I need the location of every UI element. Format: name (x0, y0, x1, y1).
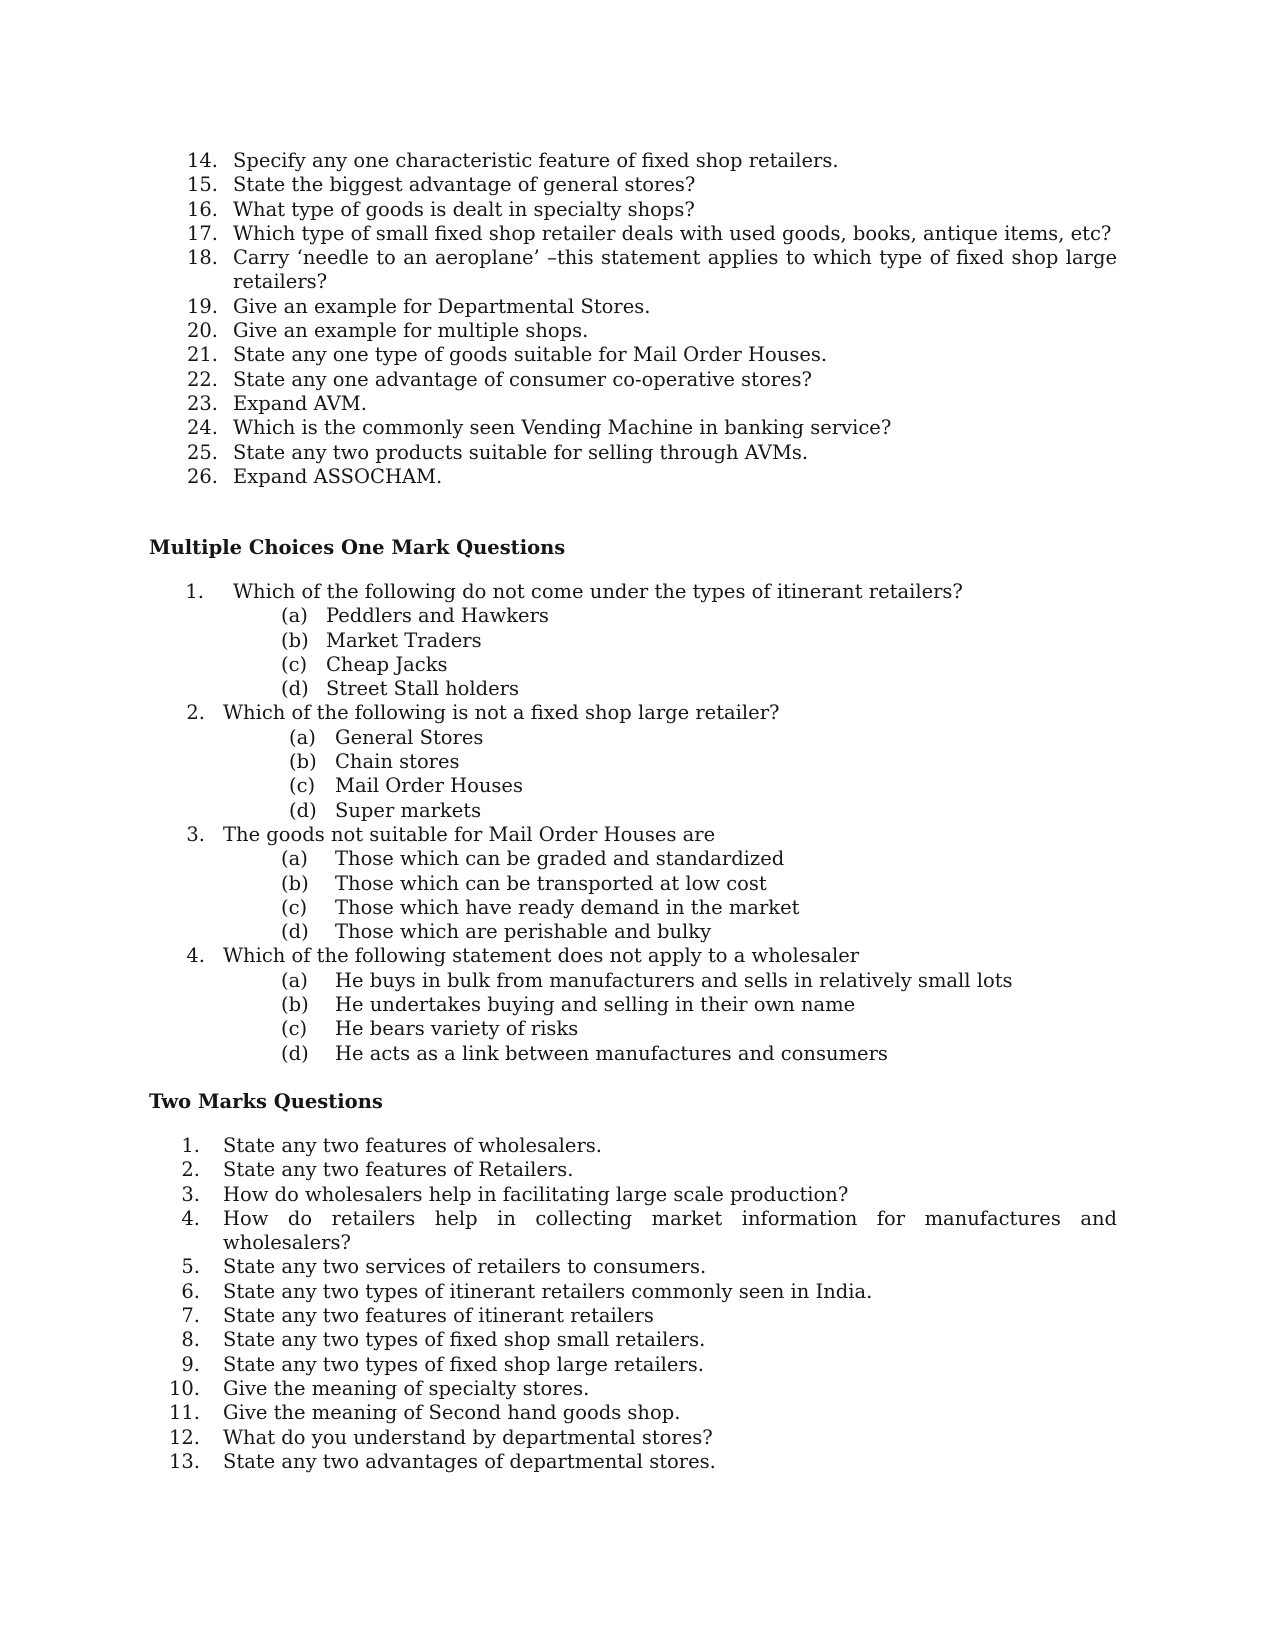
question-text: Carry ‘needle to an aeroplane’ –this statement applies to which type of fixed shop large retailers? (233, 246, 1117, 294)
question-text: What do you understand by departmental stores? (223, 1425, 713, 1449)
question-text: State any two products suitable for selling through AVMs. (233, 440, 809, 464)
mcq-option (0, 799, 1275, 823)
question-item (0, 465, 1275, 489)
mcq-question (0, 580, 1275, 604)
question-item (0, 1377, 1275, 1401)
option-text: Those which are perishable and bulky (335, 920, 712, 944)
question-text: State any two types of itinerant retailers commonly seen in India. (223, 1279, 873, 1303)
question-text: Which of the following statement does not apply to a wholesaler (223, 944, 860, 968)
option-text: Those which have ready demand in the market (335, 895, 800, 919)
question-item (0, 1134, 1275, 1158)
question-text: State any one type of goods suitable for Mail Order Houses. (233, 343, 828, 367)
question-number: 16. (186, 197, 218, 221)
option-text: General Stores (335, 725, 484, 749)
option-label: (a) (289, 725, 316, 749)
question-text: Expand AVM. (233, 391, 367, 415)
mcq-option (0, 1042, 1275, 1066)
question-text: Give an example for Departmental Stores. (233, 294, 651, 318)
mcq-option (0, 726, 1275, 750)
question-item (0, 392, 1275, 416)
question-number: 23. (186, 391, 218, 415)
question-number: 9. (181, 1352, 200, 1376)
mcq-option (0, 872, 1275, 896)
mcq-option (0, 1017, 1275, 1041)
mcq-option (0, 750, 1275, 774)
question-item (0, 1183, 1275, 1207)
question-item (0, 319, 1275, 343)
question-item (0, 1158, 1275, 1182)
mcq-option (0, 896, 1275, 920)
question-item (0, 1207, 1275, 1256)
question-text: State the biggest advantage of general stores? (233, 173, 696, 197)
question-number: 6. (181, 1279, 200, 1303)
question-item (0, 1426, 1275, 1450)
mcq-option (0, 774, 1275, 798)
question-item (0, 173, 1275, 197)
question-number: 20. (186, 319, 218, 343)
option-label: (c) (281, 895, 308, 919)
question-text: Give the meaning of specialty stores. (223, 1376, 590, 1400)
option-label: (c) (289, 774, 316, 798)
question-text: State any one advantage of consumer co-operative stores? (233, 367, 813, 391)
question-text: What type of goods is dealt in specialty shops? (233, 197, 695, 221)
option-text: He buys in bulk from manufacturers and sells in relatively small lots (335, 968, 1013, 992)
option-label: (a) (281, 968, 308, 992)
mcq-option (0, 969, 1275, 993)
question-text: State any two features of wholesalers. (223, 1134, 602, 1157)
option-text: Cheap Jacks (326, 652, 448, 676)
option-label: (d) (281, 1041, 309, 1065)
question-text: Which is the commonly seen Vending Machine in banking service? (233, 416, 892, 440)
mcq-list (0, 580, 1275, 1066)
mcq-option (0, 653, 1275, 677)
question-number: 8. (181, 1328, 200, 1352)
question-text: State any two types of fixed shop large retailers. (223, 1352, 704, 1376)
mcq-question (0, 944, 1275, 968)
question-number: 15. (186, 173, 218, 197)
question-number: 11. (168, 1401, 200, 1425)
question-text: State any two features of itinerant retailers (223, 1304, 654, 1328)
option-text: He acts as a link between manufactures and consumers (335, 1041, 888, 1065)
question-number: 13. (168, 1449, 200, 1473)
question-number: 17. (186, 221, 218, 245)
question-text: State any two types of fixed shop small retailers. (223, 1328, 706, 1352)
option-label: (a) (281, 847, 308, 871)
question-item (0, 1304, 1275, 1328)
question-text: Which type of small fixed shop retailer deals with used goods, books, antique items, etc? (233, 221, 1112, 245)
question-text: State any two advantages of departmental stores. (223, 1449, 716, 1473)
question-number: 24. (186, 416, 218, 440)
question-number: 3. (181, 1182, 200, 1206)
option-label: (c) (281, 1017, 308, 1041)
question-number: 18. (186, 246, 218, 270)
mcq-section-heading: Multiple Choices One Mark Questions (149, 536, 566, 559)
question-number: 2. (181, 1158, 200, 1182)
question-number: 4. (181, 1206, 200, 1230)
question-number: 22. (186, 367, 218, 391)
question-text: State any two features of Retailers. (223, 1158, 574, 1182)
question-number: 10. (168, 1376, 200, 1400)
question-item (0, 222, 1275, 246)
question-item (0, 1401, 1275, 1425)
option-text: Those which can be graded and standardized (335, 847, 785, 871)
mcq-option (0, 847, 1275, 871)
question-number: 5. (181, 1255, 200, 1279)
question-text: How do retailers help in collecting market information for manufactures and wholesalers? (223, 1206, 1117, 1255)
option-label: (a) (281, 604, 308, 628)
option-label: (b) (281, 628, 309, 652)
question-number: 19. (186, 294, 218, 318)
option-label: (d) (281, 920, 309, 944)
question-text: Give the meaning of Second hand goods shop. (223, 1401, 681, 1425)
question-text: Give an example for multiple shops. (233, 319, 589, 343)
question-item (0, 416, 1275, 440)
option-label: (c) (281, 652, 308, 676)
mcq-option (0, 629, 1275, 653)
question-item (0, 1328, 1275, 1352)
question-text: Which of the following do not come under the types of itinerant retailers? (233, 580, 963, 603)
option-text: Super markets (335, 798, 482, 822)
question-number: 7. (181, 1304, 200, 1328)
question-number: 12. (168, 1425, 200, 1449)
question-text: State any two services of retailers to consumers. (223, 1255, 707, 1279)
question-text: Specify any one characteristic feature of fixed shop retailers. (233, 149, 839, 172)
option-text: He undertakes buying and selling in their own name (335, 993, 856, 1017)
question-item (0, 198, 1275, 222)
question-number: 2. (186, 701, 205, 725)
question-number: 1. (181, 1134, 200, 1157)
one-mark-question-list (0, 149, 1275, 489)
question-number: 4. (186, 944, 205, 968)
option-label: (b) (289, 750, 317, 774)
question-number: 1. (185, 580, 204, 603)
question-item (0, 441, 1275, 465)
question-item (0, 368, 1275, 392)
question-item (0, 1450, 1275, 1474)
option-label: (b) (281, 871, 309, 895)
question-text: The goods not suitable for Mail Order Houses are (223, 822, 716, 846)
question-item (0, 343, 1275, 367)
option-text: Chain stores (335, 750, 460, 774)
question-text: Which of the following is not a fixed shop large retailer? (223, 701, 780, 725)
option-text: Street Stall holders (326, 677, 520, 701)
option-label: (b) (281, 993, 309, 1017)
option-text: Those which can be transported at low cost (335, 871, 767, 895)
mcq-option (0, 993, 1275, 1017)
option-text: Peddlers and Hawkers (326, 604, 549, 628)
question-item (0, 1255, 1275, 1279)
option-label: (d) (281, 677, 309, 701)
option-text: Mail Order Houses (335, 774, 523, 798)
option-text: Market Traders (326, 628, 482, 652)
mcq-question (0, 823, 1275, 847)
question-item (0, 1353, 1275, 1377)
question-text: Expand ASSOCHAM. (233, 464, 443, 488)
question-number: 26. (186, 464, 218, 488)
question-number: 3. (186, 822, 205, 846)
question-number: 14. (186, 149, 218, 172)
mcq-option (0, 604, 1275, 628)
option-text: He bears variety of risks (335, 1017, 579, 1041)
question-item (0, 149, 1275, 173)
two-marks-section-heading: Two Marks Questions (149, 1090, 383, 1113)
question-item (0, 246, 1275, 295)
mcq-question (0, 701, 1275, 725)
two-marks-question-list (0, 1134, 1275, 1474)
option-label: (d) (289, 798, 317, 822)
question-item (0, 295, 1275, 319)
question-text: How do wholesalers help in facilitating large scale production? (223, 1182, 849, 1206)
question-item (0, 1280, 1275, 1304)
mcq-option (0, 920, 1275, 944)
question-number: 21. (186, 343, 218, 367)
mcq-option (0, 677, 1275, 701)
question-number: 25. (186, 440, 218, 464)
